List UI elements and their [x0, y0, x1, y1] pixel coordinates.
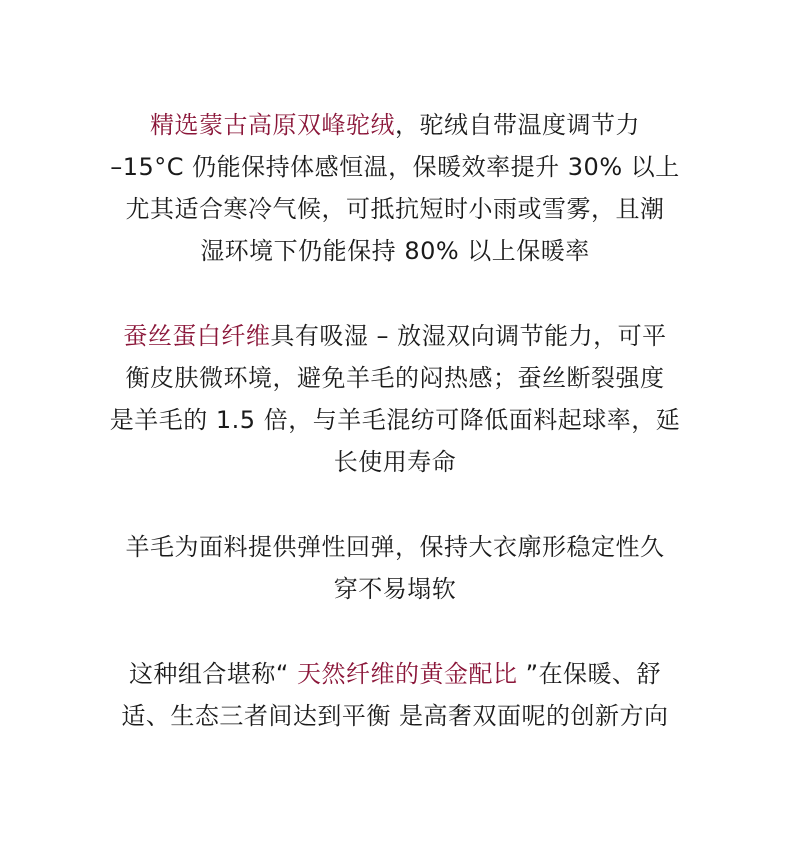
- text-line: [65, 146, 725, 188]
- body-text: 尤其适合寒冷气候，可抵抗短时小雨或雪雾，且潮: [125, 195, 665, 223]
- body-text: 是羊毛的 1.5 倍，与羊毛混纺可降低面料起球率，延: [109, 406, 681, 434]
- article-body: [0, 104, 790, 737]
- text-line: [65, 441, 725, 483]
- body-text: 适、生态三者间达到平衡 是高奢双面呢的创新方向: [121, 702, 669, 730]
- text-line: [65, 230, 725, 272]
- body-text: ”在保暖、舒: [517, 660, 662, 688]
- text-line: [65, 653, 725, 695]
- text-line: [65, 695, 725, 737]
- text-line: [65, 526, 725, 568]
- text-line: [65, 315, 725, 357]
- paragraph-combination: [65, 653, 725, 737]
- text-line: [65, 104, 725, 146]
- paragraph-wool: [65, 526, 725, 610]
- body-text: 衡皮肤微环境，避免羊毛的闷热感；蚕丝断裂强度: [125, 364, 665, 392]
- highlight-text: 天然纤维的黄金配比: [297, 660, 518, 688]
- paragraph-silk-protein: [65, 315, 725, 483]
- body-text: 羊毛为面料提供弹性回弹，保持大衣廓形稳定性久: [125, 533, 665, 561]
- text-line: [65, 568, 725, 610]
- highlight-text: 精选蒙古高原双峰驼绒: [150, 111, 395, 139]
- body-text: 湿环境下仍能保持 80% 以上保暖率: [200, 237, 590, 265]
- paragraph-camel-hair: [65, 104, 725, 272]
- body-text: 长使用寿命: [333, 448, 457, 476]
- body-text: 这种组合堪称“: [128, 660, 297, 688]
- text-line: [65, 357, 725, 399]
- body-text: 穿不易塌软: [333, 575, 457, 603]
- body-text: 具有吸湿 – 放湿双向调节能力，可平: [270, 322, 667, 350]
- highlight-text: 蚕丝蛋白纤维: [123, 322, 271, 350]
- body-text: ，驼绒自带温度调节力: [395, 111, 640, 139]
- body-text: –15°C 仍能保持体感恒温，保暖效率提升 30% 以上: [110, 153, 680, 181]
- text-line: [65, 188, 725, 230]
- text-line: [65, 399, 725, 441]
